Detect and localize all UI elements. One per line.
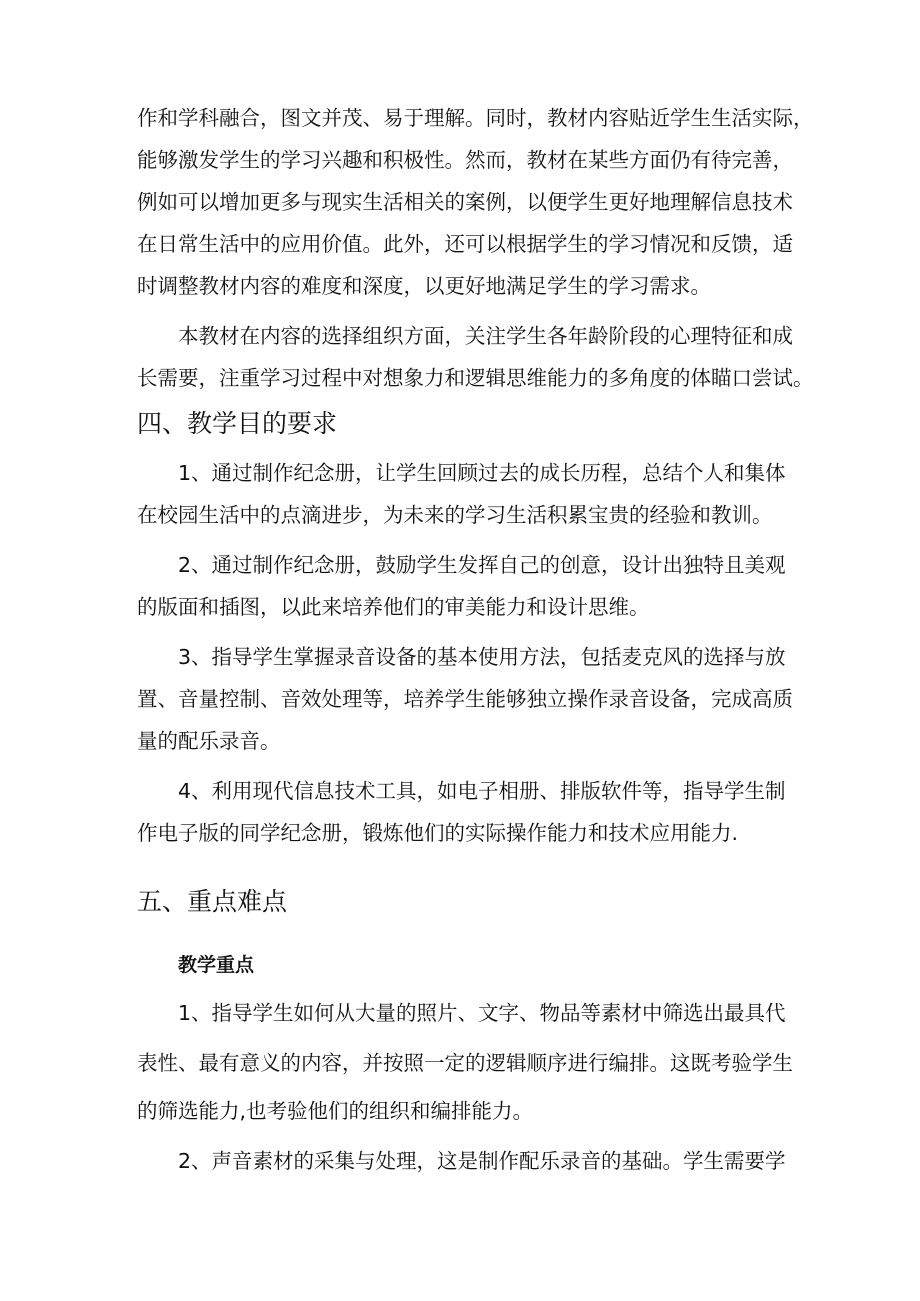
paragraph-line: 本教材在内容的选择组织方面，关注学生各年龄阶段的心理特征和成	[178, 324, 793, 348]
paragraph-line: 例如可以增加更多与现实生活相关的案例，以便学生更好地理解信息技术	[137, 190, 793, 214]
list-item-line: 2、通过制作纪念册，鼓励学生发挥自己的创意，设计出独特且美观	[178, 553, 786, 577]
subsection-heading: 教学重点	[178, 954, 255, 976]
paragraph-line: 作和学科融合，图文并茂、易于理解。同时，教材内容贴近学生生活实际，	[137, 106, 814, 130]
list-item-line: 在校园生活中的点滴进步，为未来的学习生活积累宝贵的经验和教训。	[137, 503, 773, 527]
list-item-line: 4、利用现代信息技术工具，如电子相册、排版软件等，指导学生制	[178, 779, 786, 803]
list-item-line: 量的配乐录音。	[137, 729, 281, 753]
list-item-line: 3、指导学生掌握录音设备的基本使用方法，包括麦克风的选择与放	[178, 645, 786, 669]
list-item-line: 置、音量控制、音效处理等，培养学生能够独立操作录音设备，完成高质	[137, 687, 793, 711]
paragraph-line: 长需要，注重学习过程中对想象力和逻辑思维能力的多角度的体瞄口尝试。	[137, 366, 814, 390]
paragraph-line: 时调整教材内容的难度和深度，以更好地满足学生的学习需求。	[137, 274, 711, 298]
list-item-line: 表性、最有意义的内容，并按照一定的逻辑顺序进行编排。这既考验学生	[137, 1051, 793, 1075]
list-item-line: 作电子版的同学纪念册，锻炼他们的实际操作能力和技术应用能力.	[137, 821, 739, 845]
list-item-line: 1、指导学生如何从大量的照片、文字、物品等素材中筛选出最具代	[178, 1001, 786, 1025]
paragraph-line: 在日常生活中的应用价值。此外，还可以根据学生的学习情况和反馈，适	[137, 232, 793, 256]
paragraph-line: 能够激发学生的学习兴趣和积极性。然而，教材在某些方面仍有待完善，	[137, 148, 793, 172]
list-item-line: 的版面和插图，以此来培养他们的审美能力和设计思维。	[137, 595, 650, 619]
list-item-line: 的筛选能力,也考验他们的组织和编排能力。	[137, 1099, 534, 1123]
section-heading: 四、教学目的要求	[137, 409, 338, 438]
list-item-line: 2、声音素材的采集与处理，这是制作配乐录音的基础。学生需要学	[178, 1149, 786, 1173]
section-heading: 五、重点难点	[137, 887, 288, 916]
list-item-line: 1、通过制作纪念册，让学生回顾过去的成长历程，总结个人和集体	[178, 461, 786, 485]
